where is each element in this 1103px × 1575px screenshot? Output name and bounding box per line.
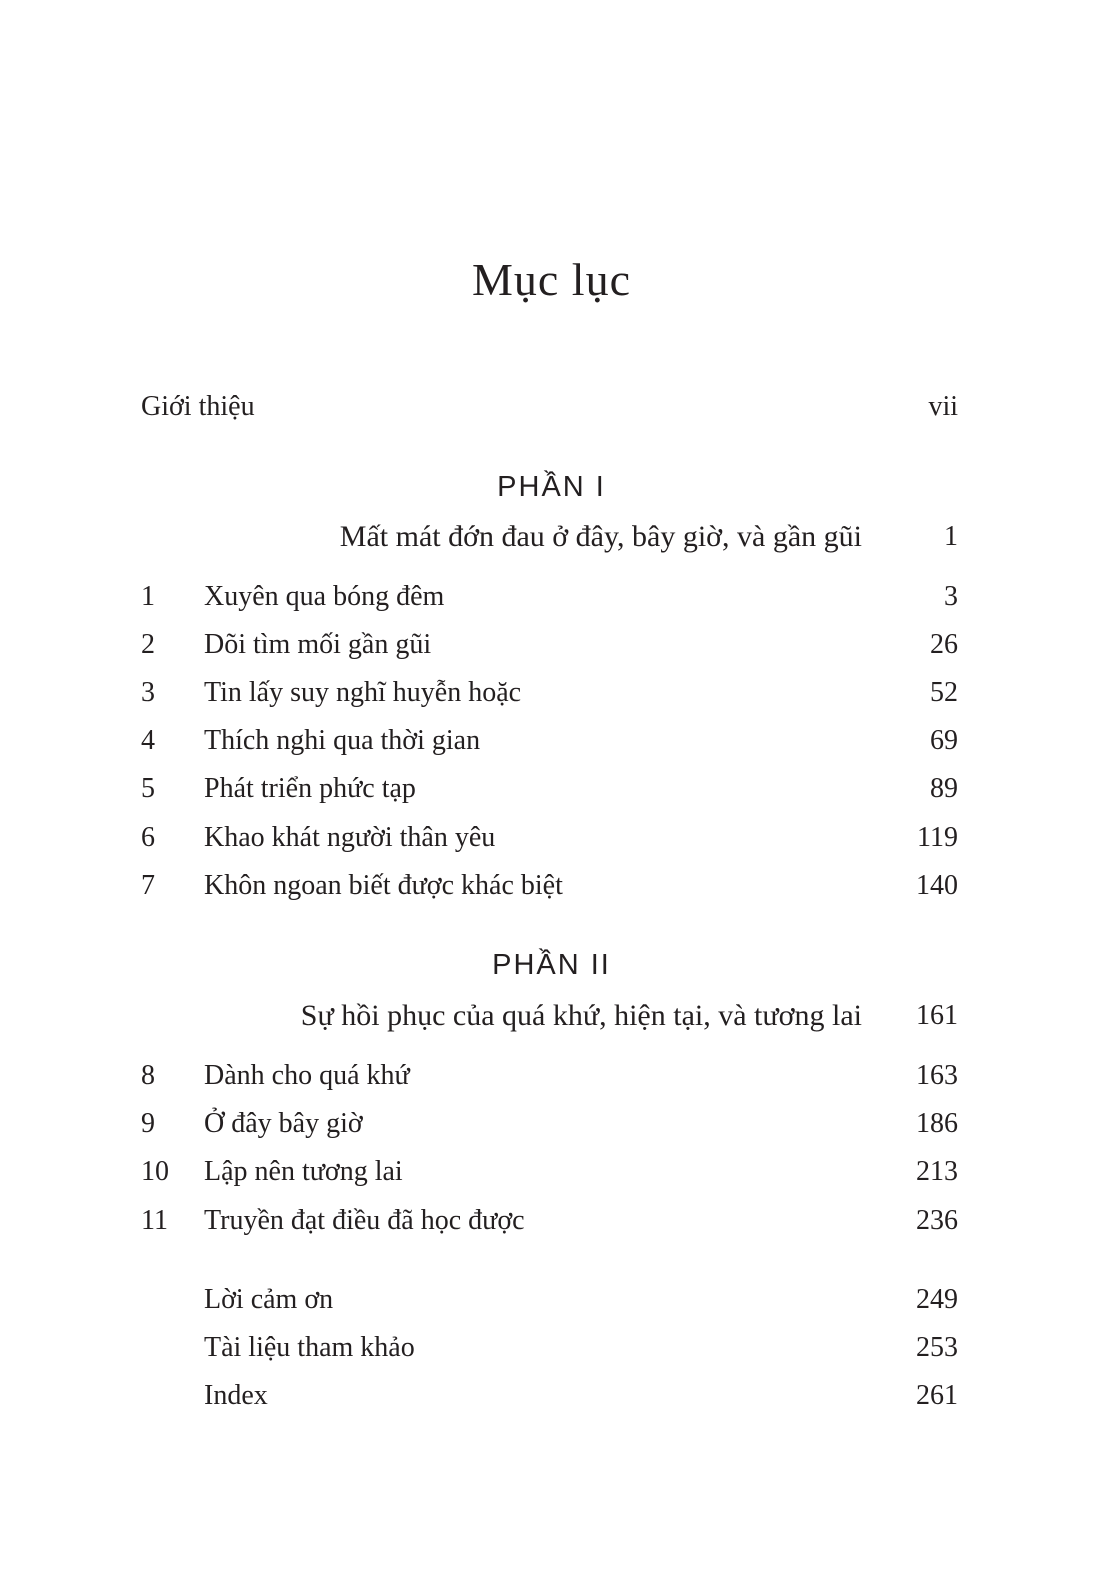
entry-page: 69 xyxy=(930,725,958,756)
toc-entry-back-matter[interactable] xyxy=(0,1378,1103,1414)
toc-entry-back-matter[interactable] xyxy=(0,1330,1103,1366)
entry-page: 253 xyxy=(916,1332,958,1363)
entry-label: Khao khát người thân yêu xyxy=(204,822,496,853)
chapter-number: 2 xyxy=(141,629,155,660)
toc-entry[interactable] xyxy=(0,1058,1103,1094)
entry-page: 236 xyxy=(916,1205,958,1236)
entry-label: Ở đây bây giờ xyxy=(204,1108,363,1139)
toc-entry[interactable] xyxy=(0,820,1103,856)
part-title-row[interactable] xyxy=(0,998,1103,1034)
entry-label: Xuyên qua bóng đêm xyxy=(204,581,445,612)
chapter-number: 3 xyxy=(141,677,155,708)
part-title: Sự hồi phục của quá khứ, hiện tại, và tương lai xyxy=(300,999,862,1032)
entry-page: 52 xyxy=(930,677,958,708)
entry-label: Thích nghi qua thời gian xyxy=(204,725,481,756)
part-heading: PHẦN I xyxy=(497,471,606,503)
part-heading: PHẦN II xyxy=(492,949,611,981)
chapter-number: 4 xyxy=(141,725,155,756)
chapter-number: 9 xyxy=(141,1108,155,1139)
toc-entry[interactable] xyxy=(0,723,1103,759)
chapter-number: 8 xyxy=(141,1060,155,1091)
toc-entry[interactable] xyxy=(0,675,1103,711)
entry-page: 186 xyxy=(916,1108,958,1139)
entry-label: Tài liệu tham khảo xyxy=(204,1332,415,1363)
entry-page: 119 xyxy=(917,822,958,853)
toc-entry[interactable] xyxy=(0,1203,1103,1239)
entry-label: Lập nên tương lai xyxy=(204,1156,403,1187)
page-title: Mục lục xyxy=(471,254,631,305)
toc-entry[interactable] xyxy=(0,771,1103,807)
part-title-row[interactable] xyxy=(0,519,1103,555)
toc-entry[interactable] xyxy=(0,579,1103,615)
entry-label: Lời cảm ơn xyxy=(204,1284,334,1315)
chapter-number: 1 xyxy=(141,581,155,612)
entry-page: 26 xyxy=(930,629,958,660)
chapter-number: 10 xyxy=(141,1156,169,1187)
entry-page: 89 xyxy=(930,773,958,804)
entry-page: 249 xyxy=(916,1284,958,1315)
toc-entry[interactable] xyxy=(0,1154,1103,1190)
toc-entry-back-matter[interactable] xyxy=(0,1282,1103,1318)
entry-page: 1 xyxy=(944,521,958,552)
entry-label: Phát triển phức tạp xyxy=(204,773,416,804)
chapter-number: 5 xyxy=(141,773,155,804)
entry-page: 261 xyxy=(916,1380,958,1411)
entry-label: Truyền đạt điều đã học được xyxy=(204,1205,525,1236)
chapter-number: 7 xyxy=(141,870,155,901)
entry-page: 213 xyxy=(916,1156,958,1187)
part-title: Mất mát đớn đau ở đây, bây giờ, và gần gũi xyxy=(339,520,862,553)
toc-entry[interactable] xyxy=(0,868,1103,904)
entry-label: Khôn ngoan biết được khác biệt xyxy=(204,870,563,901)
entry-page: 163 xyxy=(916,1060,958,1091)
entry-page: 161 xyxy=(916,1000,958,1031)
chapter-number: 11 xyxy=(141,1205,168,1236)
toc-entry[interactable] xyxy=(0,627,1103,663)
toc-entry[interactable] xyxy=(0,1106,1103,1142)
entry-page: vii xyxy=(928,391,958,422)
entry-label: Dõi tìm mối gần gũi xyxy=(204,629,432,660)
entry-label: Dành cho quá khứ xyxy=(204,1060,410,1091)
toc-entry-intro[interactable] xyxy=(0,389,1103,425)
entry-label: Tin lấy suy nghĩ huyễn hoặc xyxy=(204,677,522,708)
entry-label: Giới thiệu xyxy=(141,391,255,422)
entry-label: Index xyxy=(204,1380,268,1411)
entry-page: 140 xyxy=(916,870,958,901)
chapter-number: 6 xyxy=(141,822,155,853)
entry-page: 3 xyxy=(944,581,958,612)
